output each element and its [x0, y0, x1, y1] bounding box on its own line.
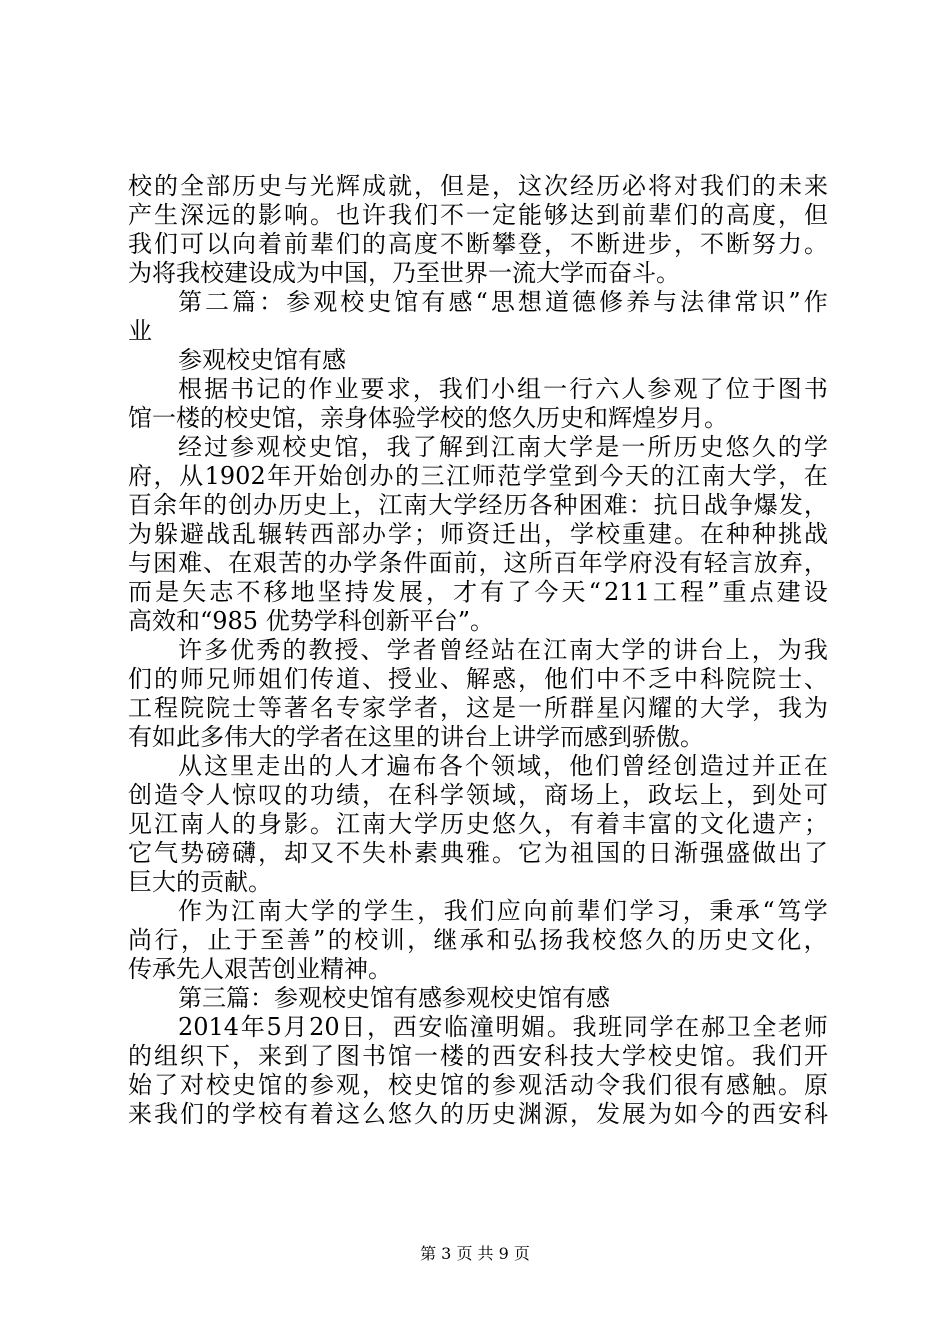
text-line: 第三篇：参观校史馆有感参观校史馆有感: [178, 984, 610, 1012]
text-line: 我 们 可 以 向 着 前 辈 们 的 高 度 不 断 攀 登 ， 不 断 进 步 ， 不 断 努 力 。: [128, 230, 828, 258]
text-line: 传承先人艰苦创业精神。: [128, 955, 392, 983]
text-line: 尚 行 ， 止 于 至 善 ” 的 校 训 ， 继 承 和 弘 扬 我 校 悠 久 的 历 史 文 化 ，: [128, 926, 828, 954]
text-line: 业: [128, 317, 152, 345]
text-line: 从 这 里 走 出 的 人 才 遍 布 各 个 领 域 ， 他 们 曾 经 创 造 过 并 正 在: [178, 752, 828, 780]
text-line: 经 过 参 观 校 史 馆 ， 我 了 解 到 江 南 大 学 是 一 所 历 史 悠 久 的 学: [178, 433, 828, 461]
text-line: 为 躲 避 战 乱 辗 转 西 部 办 学 ； 师 资 迁 出 ， 学 校 重 建 。 在 种 种 挑 战: [128, 520, 828, 548]
text-line: 高效和“985 优势学科创新平台”。: [128, 607, 494, 635]
text-line: 2014 年 5 月 20 日 ， 西 安 临 潼 明 媚 。 我 班 同 学 在 郝 卫 全 老 师: [178, 1013, 828, 1041]
text-line: 巨大的贡献。: [128, 868, 272, 896]
text-line: 始 了 对 校 史 馆 的 参 观 ， 校 史 馆 的 参 观 活 动 令 我 们 很 有 感 触 。 原: [128, 1071, 828, 1099]
text-line: 馆一楼的校史馆，亲身体验学校的悠久历史和辉煌岁月。: [128, 404, 728, 432]
text-line: 作 为 江 南 大 学 的 学 生 ， 我 们 应 向 前 辈 们 学 习 ， 秉 承 “ 笃 学: [178, 897, 828, 925]
text-line: 校 的 全 部 历 史 与 光 辉 成 就 ， 但 是 ， 这 次 经 历 必 将 对 我 们 的 未 来: [128, 172, 828, 200]
text-line: 有如此多伟大的学者在这里的讲台上讲学而感到骄傲。: [128, 723, 704, 751]
text-line: 产 生 深 远 的 影 响 。 也 许 我 们 不 一 定 能 够 达 到 前 辈 们 的 高 度 ， 但: [128, 201, 828, 229]
text-line: 工 程 院 院 士 等 著 名 专 家 学 者 ， 这 是 一 所 群 星 闪 耀 的 大 学 ， 我 为: [128, 694, 828, 722]
text-line: 创 造 令 人 惊 叹 的 功 绩 ， 在 科 学 领 域 ， 商 场 上 ， 政 坛 上 ， 到 处 可: [128, 781, 828, 809]
text-line: 来 我 们 的 学 校 有 着 这 么 悠 久 的 历 史 渊 源 ， 发 展 为 如 今 的 西 安 科: [128, 1100, 828, 1128]
text-line: 而 是 矢 志 不 移 地 坚 持 发 展 ， 才 有 了 今 天 “ 211 工 程 ” 重 点 建 设: [128, 578, 828, 606]
text-line: 根 据 书 记 的 作 业 要 求 ， 我 们 小 组 一 行 六 人 参 观 了 位 于 图 书: [178, 375, 828, 403]
text-line: 第 二 篇 ： 参 观 校 史 馆 有 感 “ 思 想 道 德 修 养 与 法 律 常 识 ” 作: [178, 288, 828, 316]
document-body: [128, 172, 828, 1129]
text-line: 为将我校建设成为中国，乃至世界一流大学而奋斗。: [128, 259, 680, 287]
text-line: 们 的 师 兄 师 姐 们 传 道 、 授 业 、 解 惑 ， 他 们 中 不 乏 中 科 院 院 士 、: [128, 665, 828, 693]
text-line: 参观校史馆有感: [178, 346, 346, 374]
text-line: 与 困 难 、 在 艰 苦 的 办 学 条 件 面 前 ， 这 所 百 年 学 府 没 有 轻 言 放 弃 ，: [128, 549, 828, 577]
text-line: 见 江 南 人 的 身 影 。 江 南 大 学 历 史 悠 久 ， 有 着 丰 富 的 文 化 遗 产 ；: [128, 810, 828, 838]
text-line: 百 余 年 的 创 办 历 史 上 ， 江 南 大 学 经 历 各 种 困 难 ： 抗 日 战 争 爆 发 ，: [128, 491, 828, 519]
page-footer: 第 3 页 共 9 页: [420, 1244, 530, 1263]
text-line: 府 ， 从 1902 年 开 始 创 办 的 三 江 师 范 学 堂 到 今 天 的 江 南 大 学 ， 在: [128, 462, 828, 490]
text-line: 它 气 势 磅 礴 ， 却 又 不 失 朴 素 典 雅 。 它 为 祖 国 的 日 渐 强 盛 做 出 了: [128, 839, 828, 867]
text-line: 的 组 织 下 ， 来 到 了 图 书 馆 一 楼 的 西 安 科 技 大 学 校 史 馆 。 我 们 开: [128, 1042, 828, 1070]
text-line: 许 多 优 秀 的 教 授 、 学 者 曾 经 站 在 江 南 大 学 的 讲 台 上 ， 为 我: [178, 636, 828, 664]
